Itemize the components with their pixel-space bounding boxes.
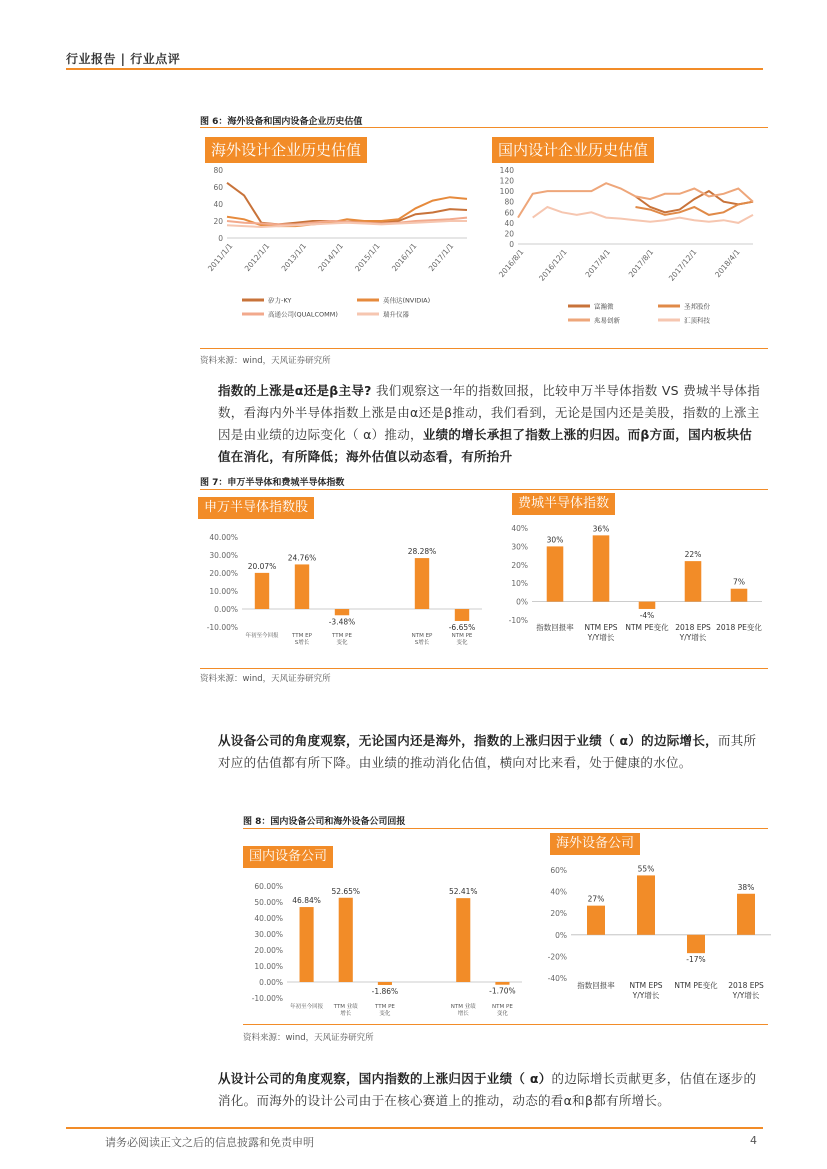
y-tick-label: -40% bbox=[547, 974, 567, 983]
fig8-right-title: 海外设备公司 bbox=[550, 833, 640, 855]
data-label: -3.48% bbox=[328, 617, 356, 627]
fig6-right-title: 国内设计企业历史估值 bbox=[492, 137, 654, 163]
page-number: 4 bbox=[750, 1134, 757, 1147]
fig6-bottom-rule bbox=[200, 348, 768, 349]
y-tick-label: 30.00% bbox=[209, 551, 238, 560]
bar bbox=[255, 573, 269, 609]
y-tick-label: 0.00% bbox=[259, 978, 283, 987]
category-label: 变化 bbox=[336, 640, 348, 646]
fig7-rule bbox=[200, 489, 768, 490]
y-tick-label: 0.00% bbox=[214, 605, 238, 614]
y-tick-label: -20% bbox=[547, 952, 567, 962]
para1-bold-2: 业绩的增长承担了指数上涨的归因。而β方面，国内板块估值在消化，有所降低；海外估值以动态看，有所抬升 bbox=[218, 427, 753, 464]
y-tick-label: -10.00% bbox=[206, 623, 238, 632]
data-label: 46.84% bbox=[292, 896, 321, 906]
y-tick-label: -10.00% bbox=[251, 994, 283, 1003]
data-label: 22% bbox=[684, 550, 702, 560]
data-label: -17% bbox=[686, 955, 706, 965]
y-tick-label: 20.00% bbox=[254, 946, 283, 955]
y-tick-label: 0 bbox=[218, 234, 223, 243]
fig8-source: 资料来源：wind，天风证券研究所 bbox=[243, 1033, 374, 1043]
category-label: NTM EPS bbox=[584, 623, 618, 632]
y-tick-label: 100 bbox=[499, 187, 514, 197]
category-label: 年初至今回报 bbox=[290, 1004, 324, 1010]
bar bbox=[587, 906, 605, 935]
paragraph-design bbox=[218, 1068, 763, 1112]
bar bbox=[415, 558, 429, 609]
category-label: 增长 bbox=[340, 1011, 352, 1017]
legend-label: 矽力-KY bbox=[268, 296, 292, 305]
x-tick-label: 2011/1/1 bbox=[205, 241, 235, 274]
x-tick-label: 2017/8/1 bbox=[626, 247, 656, 280]
legend-label: 圣邦股份 bbox=[684, 302, 710, 311]
category-label: 2018 PE变化 bbox=[716, 623, 762, 632]
y-tick-label: 60.00% bbox=[254, 882, 283, 891]
x-tick-label: 2018/4/1 bbox=[713, 247, 742, 280]
category-label: TTM PE bbox=[374, 1004, 395, 1010]
y-tick-label: 20 bbox=[213, 217, 223, 226]
bar bbox=[547, 546, 564, 601]
category-label: Y/Y增长 bbox=[732, 991, 760, 1000]
paragraph-equipment bbox=[218, 730, 763, 774]
fig8-left-chart bbox=[243, 876, 528, 1021]
bar bbox=[495, 982, 509, 985]
y-tick-label: 40.00% bbox=[254, 914, 283, 923]
y-tick-label: 60% bbox=[550, 866, 567, 875]
bar bbox=[455, 609, 469, 621]
para3-bold: 从设计公司的角度观察，国内指数的上涨归因于业绩（ α） bbox=[218, 1071, 552, 1086]
y-tick-label: 30.00% bbox=[254, 930, 283, 939]
bar bbox=[339, 898, 353, 982]
fig6-left-chart bbox=[205, 168, 480, 343]
category-label: NTM EP bbox=[411, 633, 433, 639]
fig7-left-chart bbox=[200, 525, 490, 665]
data-label: 38% bbox=[737, 882, 755, 892]
category-label: Y/Y增长 bbox=[632, 991, 660, 1000]
series-line bbox=[636, 191, 754, 212]
y-tick-label: 0 bbox=[509, 240, 514, 249]
fig8-left-title: 国内设备公司 bbox=[243, 846, 333, 868]
x-tick-label: 2017/12/1 bbox=[666, 247, 699, 283]
data-label: 55% bbox=[637, 864, 655, 874]
bar bbox=[639, 602, 656, 609]
paragraph-alpha-beta bbox=[218, 380, 763, 468]
y-tick-label: 20 bbox=[504, 229, 514, 239]
fig7-left-title: 申万半导体指数股 bbox=[198, 497, 314, 519]
x-tick-label: 2017/4/1 bbox=[583, 247, 613, 280]
y-tick-label: 30% bbox=[511, 542, 528, 552]
category-label: 指数回报率 bbox=[577, 981, 615, 990]
x-tick-label: 2016/1/1 bbox=[389, 241, 419, 274]
series-line bbox=[533, 207, 753, 223]
bar bbox=[300, 907, 314, 982]
bar bbox=[335, 609, 349, 615]
category-label: TTM PE bbox=[332, 633, 352, 639]
category-label: 变化 bbox=[456, 640, 468, 646]
fig8-caption: 图 8：国内设备公司和海外设备公司回报 bbox=[243, 817, 406, 827]
category-label: NTM 业绩 bbox=[450, 1004, 476, 1010]
x-tick-label: 2017/1/1 bbox=[426, 241, 456, 274]
y-tick-label: 10.00% bbox=[209, 587, 238, 596]
series-line bbox=[227, 183, 467, 225]
fig7-right-chart bbox=[510, 520, 768, 665]
fig6-rule bbox=[200, 127, 768, 128]
fig7-source: 资料来源：wind，天风证券研究所 bbox=[200, 674, 331, 684]
category-label: 2018 EPS bbox=[675, 623, 711, 632]
data-label: -1.86% bbox=[371, 986, 399, 996]
fig6-source: 资料来源：wind，天风证券研究所 bbox=[200, 356, 331, 366]
bar bbox=[593, 535, 610, 601]
fig6-caption: 图 6：海外设备和国内设备企业历史估值 bbox=[200, 117, 363, 127]
bar bbox=[731, 589, 748, 602]
bar bbox=[687, 935, 705, 953]
y-tick-label: 10% bbox=[511, 579, 528, 589]
y-tick-label: 80 bbox=[504, 197, 514, 207]
y-tick-label: 40 bbox=[504, 218, 514, 228]
y-tick-label: 20.00% bbox=[209, 569, 238, 578]
y-tick-label: 40 bbox=[213, 200, 223, 209]
legend-label: 英伟达(NVIDIA) bbox=[383, 296, 431, 305]
legend-label: 汇顶科技 bbox=[684, 316, 710, 325]
fig8-bottom-rule bbox=[243, 1024, 768, 1025]
x-tick-label: 2013/1/1 bbox=[279, 241, 309, 274]
data-label: -4% bbox=[639, 610, 655, 620]
category-label: 年初至今回报 bbox=[245, 633, 279, 639]
legend-label: 高通公司(QUALCOMM) bbox=[268, 310, 338, 319]
footer-rule bbox=[66, 1127, 763, 1129]
category-label: NTM PE bbox=[451, 633, 473, 639]
y-tick-label: 140 bbox=[499, 166, 514, 175]
y-tick-label: -10% bbox=[508, 616, 528, 625]
legend-label: 瑞升仪器 bbox=[383, 310, 409, 319]
data-label: 52.41% bbox=[448, 887, 478, 897]
data-label: 24.76% bbox=[287, 553, 317, 563]
footer-disclaimer: 请务必阅读正文之后的信息披露和免责申明 bbox=[105, 1136, 314, 1149]
x-tick-label: 2016/8/1 bbox=[496, 247, 526, 280]
data-label: 36% bbox=[592, 524, 610, 534]
bar bbox=[685, 561, 702, 601]
bar bbox=[637, 875, 655, 934]
para3-text: 的边际增长贡献更多，估值在逐步的消化。而海外的设计公司由于在核心赛道上的推动，动态的看α和β都有所增长。 bbox=[218, 1071, 757, 1108]
fig7-bottom-rule bbox=[200, 668, 768, 669]
y-tick-label: 0% bbox=[555, 930, 567, 940]
y-tick-label: 120 bbox=[499, 176, 514, 186]
para2-text: 而其所对应的估值都有所下降。由业绩的推动消化估值，横向对比来看，处于健康的水位。 bbox=[218, 733, 757, 770]
fig7-right-title: 费城半导体指数 bbox=[512, 493, 615, 515]
bar bbox=[737, 894, 755, 935]
bar bbox=[378, 982, 392, 985]
category-label: NTM PE变化 bbox=[674, 981, 718, 990]
category-label: 变化 bbox=[379, 1011, 391, 1017]
category-label: Y/Y增长 bbox=[587, 633, 615, 642]
y-tick-label: 20% bbox=[550, 909, 567, 919]
fig8-rule bbox=[243, 828, 768, 829]
fig6-left-title: 海外设计企业历史估值 bbox=[205, 137, 367, 163]
y-tick-label: 0% bbox=[516, 597, 528, 607]
x-tick-label: 2014/1/1 bbox=[316, 241, 345, 274]
legend-label: 富瀚微 bbox=[594, 302, 614, 311]
category-label: S增长 bbox=[414, 640, 430, 646]
x-tick-label: 2015/1/1 bbox=[353, 241, 382, 274]
category-label: 增长 bbox=[457, 1011, 469, 1017]
y-tick-label: 10.00% bbox=[254, 962, 283, 971]
data-label: 52.65% bbox=[331, 886, 361, 896]
category-label: S增长 bbox=[294, 640, 310, 646]
data-label: 28.28% bbox=[407, 547, 437, 557]
report-header: 行业报告 | 行业点评 bbox=[66, 52, 181, 66]
y-tick-label: 80 bbox=[213, 166, 223, 175]
para2-bold: 从设备公司的角度观察，无论国内还是海外，指数的上涨归因于业绩（ α）的边际增长， bbox=[218, 733, 718, 748]
fig7-caption: 图 7：申万半导体和费城半导体指数 bbox=[200, 478, 345, 488]
bar bbox=[295, 564, 309, 609]
category-label: NTM PE bbox=[492, 1004, 513, 1010]
legend-label: 兆易创新 bbox=[594, 316, 620, 325]
y-tick-label: 40.00% bbox=[209, 533, 238, 542]
category-label: TTM 业绩 bbox=[333, 1004, 358, 1010]
x-tick-label: 2016/12/1 bbox=[537, 247, 569, 283]
y-tick-label: 40% bbox=[550, 887, 567, 897]
fig8-right-chart bbox=[545, 860, 770, 1020]
data-label: 20.07% bbox=[247, 561, 277, 571]
data-label: -6.65% bbox=[448, 622, 476, 632]
header-rule bbox=[66, 68, 763, 70]
y-tick-label: 60 bbox=[504, 208, 514, 218]
category-label: 变化 bbox=[496, 1011, 508, 1017]
category-label: TTM EP bbox=[292, 633, 312, 639]
data-label: 27% bbox=[587, 894, 605, 904]
category-label: 2018 EPS bbox=[728, 981, 764, 990]
y-tick-label: 50.00% bbox=[254, 898, 283, 907]
para1-text: 我们观察这一年的指数回报，比较申万半导体指数 VS 费城半导体指数，看海内外半导体指数上涨是由α还是β推动，我们看到，无论是国内还是美股，指数的上涨主因是由业绩的边际变化（ α）推动， bbox=[218, 383, 760, 442]
category-label: 指数回报率 bbox=[536, 623, 574, 632]
fig6-right-chart bbox=[492, 168, 767, 343]
data-label: 30% bbox=[546, 535, 564, 545]
category-label: Y/Y增长 bbox=[679, 633, 707, 642]
x-tick-label: 2012/1/1 bbox=[242, 241, 272, 274]
y-tick-label: 60 bbox=[213, 183, 223, 192]
y-tick-label: 20% bbox=[511, 560, 528, 570]
para1-bold-1: 指数的上涨是α还是β主导? bbox=[218, 383, 372, 398]
data-label: -1.70% bbox=[489, 986, 516, 996]
y-tick-label: 40% bbox=[511, 524, 528, 533]
category-label: NTM EPS bbox=[629, 981, 663, 990]
category-label: NTM PE变化 bbox=[625, 623, 669, 632]
bar bbox=[456, 898, 470, 982]
data-label: 7% bbox=[733, 577, 745, 587]
